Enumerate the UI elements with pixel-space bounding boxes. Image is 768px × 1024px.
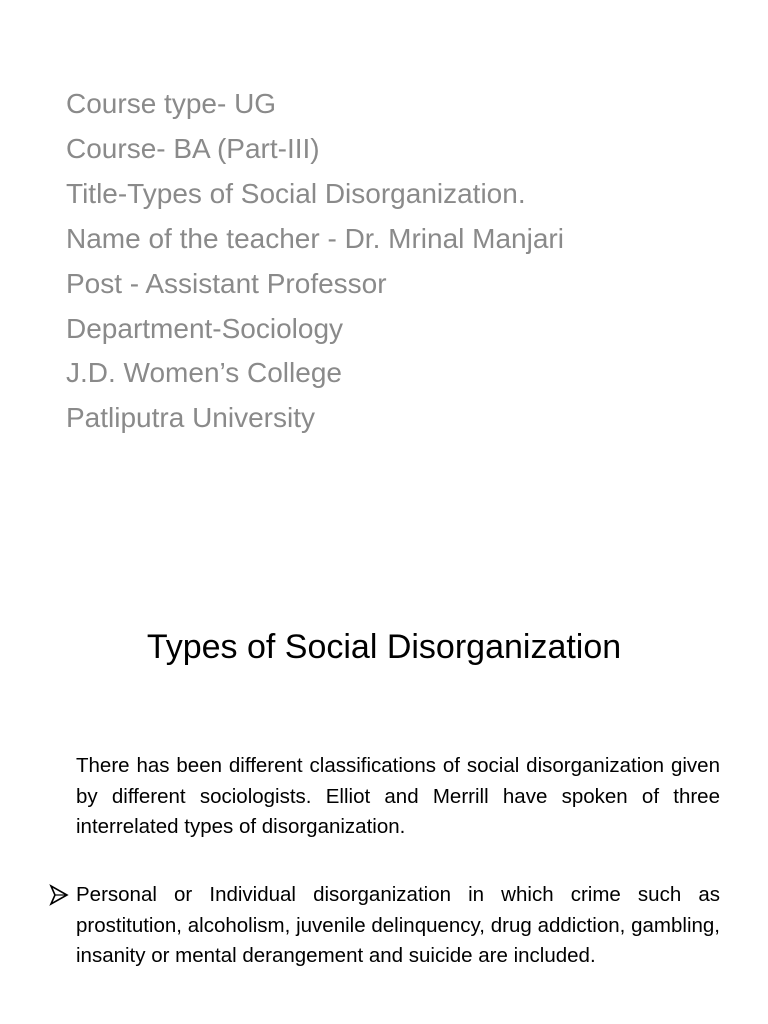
arrow-bullet-icon	[48, 884, 70, 906]
teacher-name-line: Name of the teacher - Dr. Mrinal Manjari	[66, 222, 564, 254]
bullet-item	[48, 880, 720, 972]
course-info-list	[66, 82, 564, 441]
course-type-line: Course type- UG	[66, 88, 277, 119]
bullet-text: Personal or Individual disorganization in which crime such as prostitution, alcoholism, juvenile delinquency, drug addiction, gambling, insanity or mental derangement and suicide are included.	[76, 883, 720, 967]
slide-title: Types of Social Disorganization	[146, 628, 622, 666]
course-line: Course- BA (Part-III)	[66, 132, 320, 164]
intro-paragraph: There has been different classifications of social disorganization given by different sociologists. Elliot and Merrill have spoken of three interrelated types of disorganization.	[76, 754, 720, 838]
university-line: Patliputra University	[66, 402, 315, 434]
post-line: Post - Assistant Professor	[66, 267, 387, 299]
department-line: Department-Sociology	[66, 312, 344, 344]
slide-types-of-disorganization	[0, 560, 768, 1024]
title-line: Title-Types of Social Disorganization.	[66, 177, 526, 209]
college-line: J.D. Women’s College	[66, 357, 342, 389]
